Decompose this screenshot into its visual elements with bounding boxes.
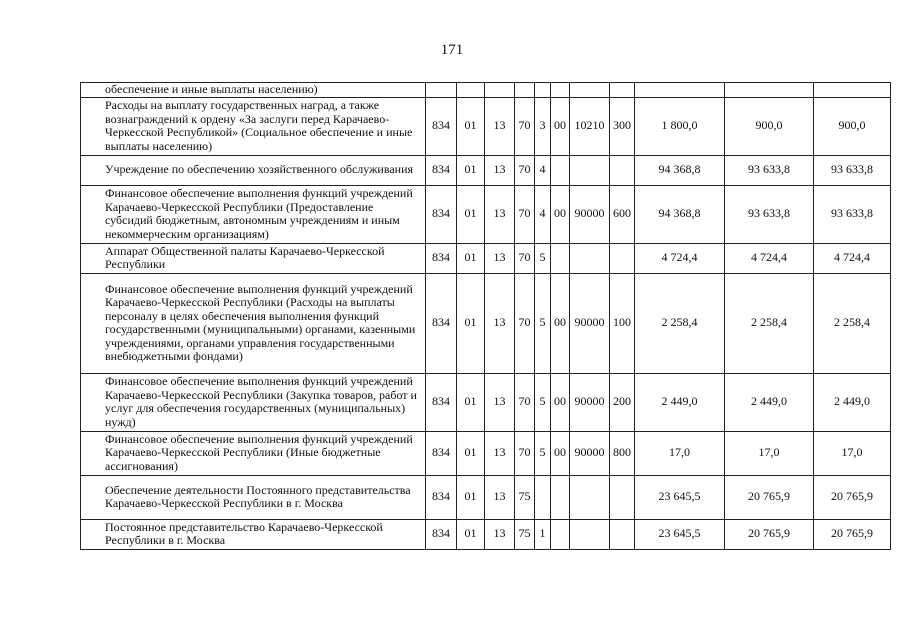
table-row [81, 273, 891, 373]
amount-year-1: 23 645,5 [635, 519, 725, 549]
section-code: 01 [457, 273, 485, 373]
subsection-code: 13 [485, 431, 515, 475]
program-code: 75 [515, 519, 535, 549]
table-row [81, 83, 891, 98]
ministry-code: 834 [426, 519, 457, 549]
page-number: 171 [440, 42, 464, 58]
subsection-code: 13 [485, 185, 515, 243]
budget-table [80, 82, 891, 550]
expense-type-code [610, 83, 635, 98]
ministry-code: 834 [426, 97, 457, 155]
subprogram-code: 4 [535, 185, 551, 243]
subsection-code: 13 [485, 273, 515, 373]
expense-type-code [610, 243, 635, 273]
amount-year-3: 2 258,4 [814, 273, 891, 373]
row-name: Финансовое обеспечение выполнения функций учреждений Карачаево-Черкесской Республики (Иные бюджетные ассигнования) [81, 431, 426, 475]
row-name: Учреждение по обеспечению хозяйственного обслуживания [81, 155, 426, 185]
program-code: 70 [515, 155, 535, 185]
amount-year-2: 2 449,0 [725, 373, 814, 431]
expense-type-code: 300 [610, 97, 635, 155]
amount-year-1: 94 368,8 [635, 155, 725, 185]
direction-code [570, 475, 610, 519]
amount-year-1: 1 800,0 [635, 97, 725, 155]
table-row [81, 475, 891, 519]
ministry-code: 834 [426, 243, 457, 273]
ministry-code: 834 [426, 373, 457, 431]
row-name: Обеспечение деятельности Постоянного представительства Карачаево-Черкесской Республики в г. Москва [81, 475, 426, 519]
amount-year-1: 23 645,5 [635, 475, 725, 519]
amount-year-3: 93 633,8 [814, 155, 891, 185]
ministry-code [426, 83, 457, 98]
expense-type-code [610, 475, 635, 519]
expense-type-code: 100 [610, 273, 635, 373]
ministry-code: 834 [426, 273, 457, 373]
amount-year-1: 94 368,8 [635, 185, 725, 243]
direction-code [570, 243, 610, 273]
row-name: Финансовое обеспечение выполнения функций учреждений Карачаево-Черкесской Республики (Закупка товаров, работ и услуг для обеспечения государственных (муниципальных) нужд) [81, 373, 426, 431]
main-event-code [551, 83, 570, 98]
amount-year-3: 4 724,4 [814, 243, 891, 273]
direction-code [570, 155, 610, 185]
subprogram-code: 4 [535, 155, 551, 185]
ministry-code: 834 [426, 155, 457, 185]
subprogram-code [535, 475, 551, 519]
amount-year-3 [814, 83, 891, 98]
amount-year-1: 4 724,4 [635, 243, 725, 273]
direction-code: 90000 [570, 273, 610, 373]
subsection-code: 13 [485, 475, 515, 519]
amount-year-2: 93 633,8 [725, 155, 814, 185]
program-code: 70 [515, 273, 535, 373]
direction-code: 90000 [570, 185, 610, 243]
expense-type-code [610, 155, 635, 185]
program-code: 70 [515, 373, 535, 431]
section-code: 01 [457, 185, 485, 243]
subsection-code: 13 [485, 243, 515, 273]
section-code: 01 [457, 373, 485, 431]
main-event-code: 00 [551, 373, 570, 431]
section-code [457, 83, 485, 98]
subsection-code: 13 [485, 373, 515, 431]
direction-code: 10210 [570, 97, 610, 155]
table-body [81, 83, 891, 550]
subprogram-code: 5 [535, 243, 551, 273]
main-event-code [551, 155, 570, 185]
amount-year-1: 2 258,4 [635, 273, 725, 373]
section-code: 01 [457, 243, 485, 273]
main-event-code [551, 475, 570, 519]
program-code: 75 [515, 475, 535, 519]
expense-type-code: 800 [610, 431, 635, 475]
main-event-code: 00 [551, 431, 570, 475]
table-row [81, 373, 891, 431]
amount-year-3: 93 633,8 [814, 185, 891, 243]
expense-type-code: 600 [610, 185, 635, 243]
row-name: Постоянное представительство Карачаево-Черкесской Республики в г. Москва [81, 519, 426, 549]
row-name: Расходы на выплату государственных наград, а также вознаграждений к ордену «За заслуги перед Карачаево-Черкесской Республикой» (Социальное обеспечение и иные выплаты населению) [81, 97, 426, 155]
subsection-code: 13 [485, 155, 515, 185]
amount-year-2: 900,0 [725, 97, 814, 155]
amount-year-3: 900,0 [814, 97, 891, 155]
row-name: Аппарат Общественной палаты Карачаево-Черкесской Республики [81, 243, 426, 273]
subprogram-code: 1 [535, 519, 551, 549]
table-row [81, 519, 891, 549]
main-event-code: 00 [551, 185, 570, 243]
ministry-code: 834 [426, 475, 457, 519]
subprogram-code: 5 [535, 431, 551, 475]
direction-code: 90000 [570, 373, 610, 431]
ministry-code: 834 [426, 185, 457, 243]
row-name: Финансовое обеспечение выполнения функций учреждений Карачаево-Черкесской Республики (Предоставление субсидий бюджетным, автономным учреждениям и иным некоммерческим организациям) [81, 185, 426, 243]
amount-year-1: 2 449,0 [635, 373, 725, 431]
subsection-code: 13 [485, 519, 515, 549]
amount-year-3: 20 765,9 [814, 519, 891, 549]
section-code: 01 [457, 519, 485, 549]
main-event-code: 00 [551, 97, 570, 155]
row-name: обеспечение и иные выплаты населению) [81, 83, 426, 98]
expense-type-code [610, 519, 635, 549]
amount-year-1: 17,0 [635, 431, 725, 475]
amount-year-2: 93 633,8 [725, 185, 814, 243]
program-code: 70 [515, 185, 535, 243]
table-row [81, 431, 891, 475]
amount-year-3: 20 765,9 [814, 475, 891, 519]
amount-year-2 [725, 83, 814, 98]
subprogram-code [535, 83, 551, 98]
amount-year-2: 17,0 [725, 431, 814, 475]
subsection-code [485, 83, 515, 98]
program-code: 70 [515, 243, 535, 273]
section-code: 01 [457, 431, 485, 475]
direction-code: 90000 [570, 431, 610, 475]
amount-year-2: 4 724,4 [725, 243, 814, 273]
subprogram-code: 5 [535, 373, 551, 431]
amount-year-2: 20 765,9 [725, 519, 814, 549]
table-row [81, 155, 891, 185]
section-code: 01 [457, 97, 485, 155]
amount-year-3: 2 449,0 [814, 373, 891, 431]
program-code: 70 [515, 431, 535, 475]
amount-year-3: 17,0 [814, 431, 891, 475]
program-code [515, 83, 535, 98]
direction-code [570, 519, 610, 549]
amount-year-2: 20 765,9 [725, 475, 814, 519]
table-row [81, 243, 891, 273]
table-row [81, 97, 891, 155]
amount-year-1 [635, 83, 725, 98]
table-row [81, 185, 891, 243]
direction-code [570, 83, 610, 98]
subprogram-code: 3 [535, 97, 551, 155]
row-name: Финансовое обеспечение выполнения функций учреждений Карачаево-Черкесской Республики (Расходы на выплаты персоналу в целях обеспечения выполнения функций государственными (муниципальными) органами, казенными учреждениями, органами управления государственными внебюджетными фондами) [81, 273, 426, 373]
amount-year-2: 2 258,4 [725, 273, 814, 373]
main-event-code [551, 243, 570, 273]
ministry-code: 834 [426, 431, 457, 475]
expense-type-code: 200 [610, 373, 635, 431]
section-code: 01 [457, 155, 485, 185]
subsection-code: 13 [485, 97, 515, 155]
main-event-code [551, 519, 570, 549]
main-event-code: 00 [551, 273, 570, 373]
section-code: 01 [457, 475, 485, 519]
program-code: 70 [515, 97, 535, 155]
subprogram-code: 5 [535, 273, 551, 373]
